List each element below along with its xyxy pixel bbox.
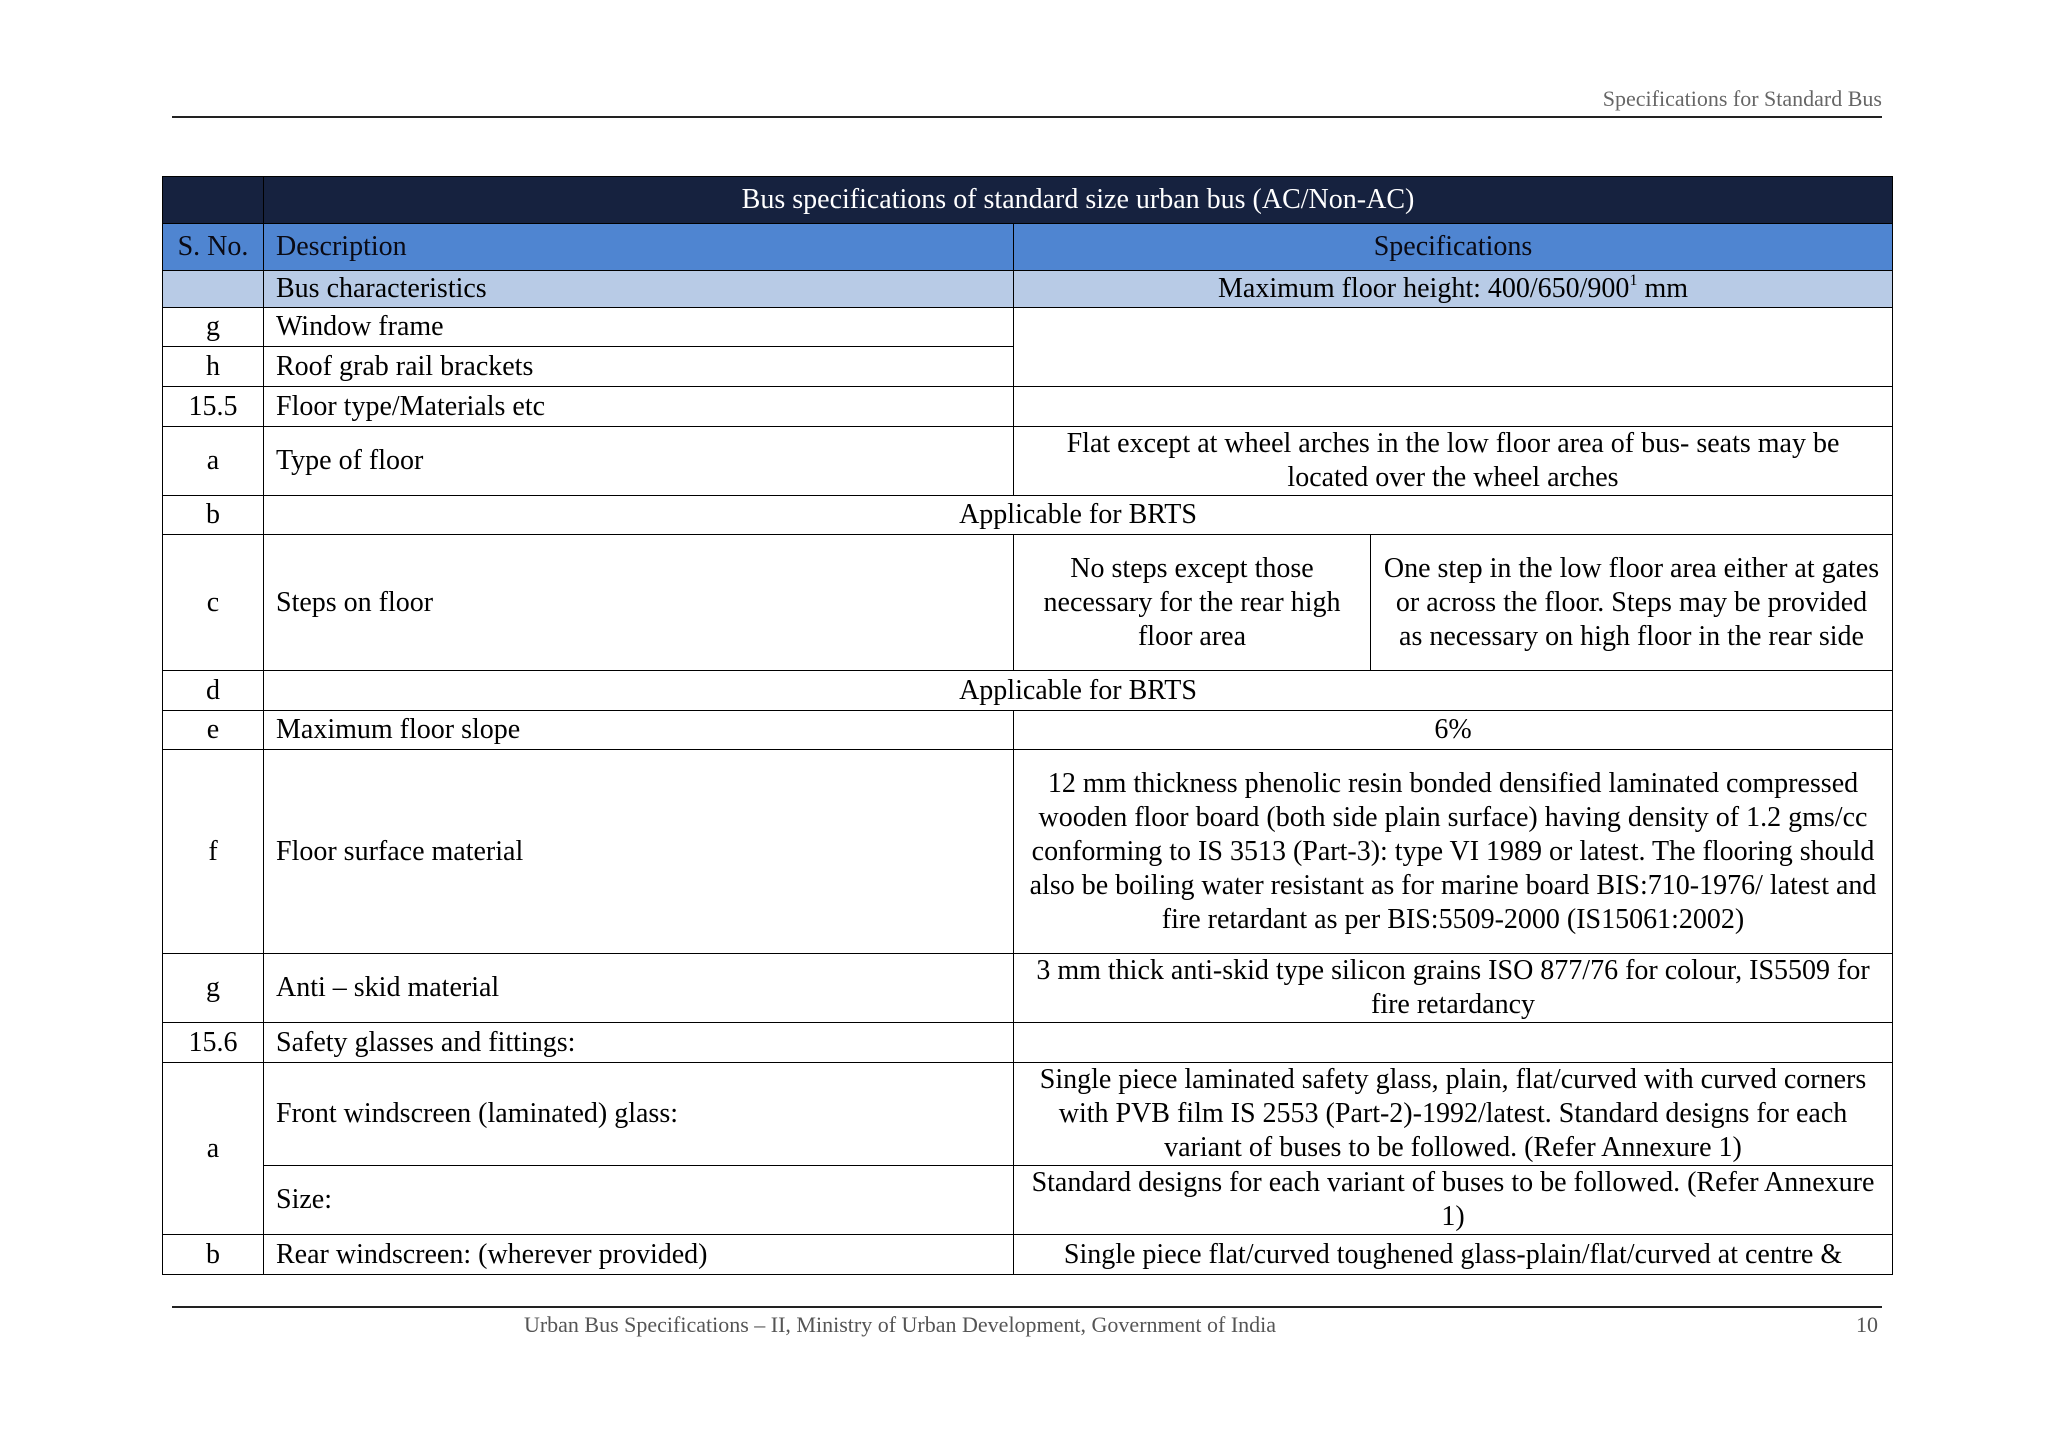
row-spec: 3 mm thick anti-skid type silicon grains ISO 877/76 for colour, IS5509 for fire retardancy	[1014, 954, 1893, 1023]
row-sno: 15.6	[163, 1023, 264, 1063]
table-title-row	[163, 177, 1893, 224]
table-row	[163, 750, 1893, 954]
max-floor-height-text: Maximum floor height: 400/650/900	[1218, 273, 1630, 304]
row-sno: b	[163, 1235, 264, 1275]
subheader-row	[163, 271, 1893, 308]
table-row	[163, 496, 1893, 535]
row-description: Size:	[264, 1166, 1014, 1235]
max-floor-height-unit: mm	[1637, 273, 1688, 304]
row-spec: Standard designs for each variant of buses to be followed. (Refer Annexure 1)	[1014, 1166, 1893, 1235]
subheader-description: Bus characteristics	[264, 271, 1014, 308]
row-description: Steps on floor	[264, 535, 1014, 671]
row-description: Type of floor	[264, 427, 1014, 496]
table-row	[163, 954, 1893, 1023]
row-spec: Flat except at wheel arches in the low floor area of bus- seats may be located over the wheel arches	[1014, 427, 1893, 496]
row-description: Rear windscreen: (wherever provided)	[264, 1235, 1014, 1275]
row-spec-option-b: One step in the low floor area either at gates or across the floor. Steps may be provided as necessary on high floor in the rear side	[1371, 535, 1893, 671]
row-sno: b	[163, 496, 264, 535]
row-spec: 12 mm thickness phenolic resin bonded densified laminated compressed wooden floor board (both side plain surface) having density of 1.2 gms/cc conforming to IS 3513 (Part-3): type VI 1989 or latest. The flooring should also be boiling water resistant as for marine board BIS:710-1976/ latest and fire retardant as per BIS:5509-2000 (IS15061:2002)	[1014, 750, 1893, 954]
row-description: Front windscreen (laminated) glass:	[264, 1063, 1014, 1166]
footer-text: Urban Bus Specifications – II, Ministry of Urban Development, Government of India	[523, 1312, 1277, 1337]
table-row	[163, 1235, 1893, 1275]
table-header-row	[163, 224, 1893, 271]
row-description: Floor surface material	[264, 750, 1014, 954]
row-sno: g	[163, 308, 264, 347]
row-description: Maximum floor slope	[264, 711, 1014, 750]
table-row	[163, 711, 1893, 750]
row-description: Anti – skid material	[264, 954, 1014, 1023]
table-row	[163, 671, 1893, 711]
row-spec: Single piece flat/curved toughened glass-plain/flat/curved at centre &	[1014, 1235, 1893, 1275]
specifications-table	[162, 176, 1893, 1275]
table-row	[163, 1166, 1893, 1235]
subheader-spec	[1014, 271, 1893, 308]
row-sno: h	[163, 347, 264, 387]
row-description: Floor type/Materials etc	[264, 387, 1014, 427]
row-spec-empty	[1014, 387, 1893, 427]
row-spec-empty	[1014, 308, 1893, 387]
subheader-blank-cell	[163, 271, 264, 308]
table-row	[163, 535, 1893, 671]
row-description: Window frame	[264, 308, 1014, 347]
header-rule	[172, 116, 1882, 118]
page-header: Specifications for Standard Bus	[1602, 86, 1882, 111]
table-row	[163, 1063, 1893, 1166]
row-merged-note: Applicable for BRTS	[264, 671, 1893, 711]
table-row	[163, 1023, 1893, 1063]
col-header-specifications: Specifications	[1014, 224, 1893, 271]
col-header-description: Description	[264, 224, 1014, 271]
row-sno: d	[163, 671, 264, 711]
row-merged-note: Applicable for BRTS	[264, 496, 1893, 535]
page-number: 10	[1856, 1312, 1878, 1337]
row-sno: f	[163, 750, 264, 954]
title-blank-cell	[163, 177, 264, 224]
col-header-sno: S. No.	[163, 224, 264, 271]
row-spec-option-a: No steps except those necessary for the rear high floor area	[1014, 535, 1371, 671]
row-spec: 6%	[1014, 711, 1893, 750]
row-sno: 15.5	[163, 387, 264, 427]
row-sno: a	[163, 427, 264, 496]
table-row	[163, 308, 1893, 347]
table-title: Bus specifications of standard size urban bus (AC/Non-AC)	[264, 177, 1893, 224]
row-spec-empty	[1014, 1023, 1893, 1063]
row-sno: g	[163, 954, 264, 1023]
footnote-marker: 1	[1629, 272, 1638, 289]
table-row	[163, 427, 1893, 496]
row-sno: e	[163, 711, 264, 750]
row-sno: c	[163, 535, 264, 671]
row-spec: Single piece laminated safety glass, plain, flat/curved with curved corners with PVB film IS 2553 (Part-2)-1992/latest. Standard designs for each variant of buses to be followed. (Refer Annexure 1)	[1014, 1063, 1893, 1166]
footer-rule	[172, 1306, 1882, 1308]
row-description: Safety glasses and fittings:	[264, 1023, 1014, 1063]
table-row	[163, 387, 1893, 427]
row-sno: a	[163, 1063, 264, 1235]
row-description: Roof grab rail brackets	[264, 347, 1014, 387]
